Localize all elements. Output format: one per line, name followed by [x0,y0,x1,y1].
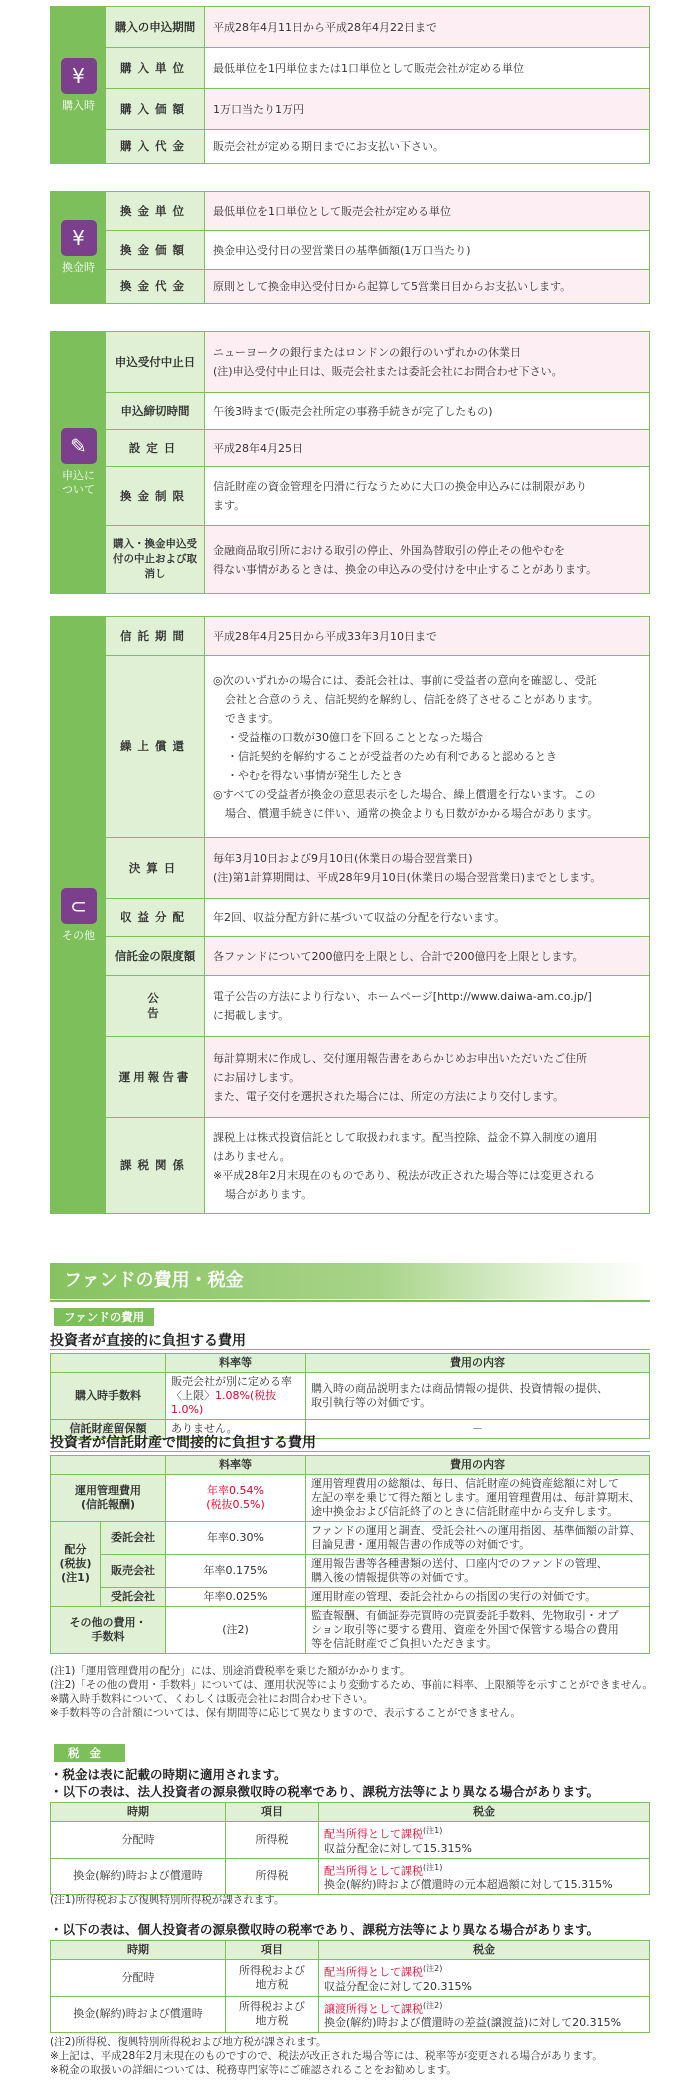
application-label: 申込に ついて [62,469,95,496]
tax-line: 収益分配金に対して20.315% [324,1979,472,1993]
blank-header [51,1456,166,1475]
value-line: 毎計算期末に作成し、交付運用報告書をあらかじめお申出いただいたご住所 [213,1051,587,1065]
content-line: 途中換金および信託終了のときに信託財産中から支弁します。 [311,1505,619,1518]
item-line: 地方税 [255,1977,289,1991]
tax-note-ref: (注1) [423,1862,443,1872]
purchase-row [106,89,649,130]
purchase-label: 購入時 [62,98,95,112]
application-row [106,526,649,593]
tax-tag: 税金 [54,1744,125,1762]
other-fee-label [51,1607,166,1654]
row-key: 換金制限 [106,467,205,525]
redemption-row [106,192,649,231]
value-line: ニューヨークの銀行またはロンドンの銀行のいずれかの休業日 [213,346,521,359]
row-key: 換金価額 [106,231,205,269]
row-key: 換金単位 [106,192,205,230]
redemption-section [50,191,650,304]
corp-tax-note: (注1)所得税および復興特別所得税が課されます。 [50,1894,285,1906]
tax-line [324,1962,644,1980]
row-value [205,976,649,1036]
reserve-rate: ありません。 [166,1420,306,1439]
redemption-label: 換金時 [62,261,95,274]
value-line: 信託財産の資金管理を円滑に行なうために大口の換金申込みには制限があり [213,480,587,493]
purchase-yen-hand-icon: ¥ [61,58,97,94]
value-line: 場合があります。 [225,1187,313,1201]
purchase-row [106,7,649,48]
tax-detail [319,1960,650,1997]
tax-bullet: ・税金は表に記載の時期に適用されます。 [50,1767,287,1782]
other-row [106,1118,649,1213]
row-key: 信託金の限度額 [106,937,205,975]
tax-detail [319,1822,650,1859]
content-line: ション取引等に要する費用、資産を外国で保管する場合の費用 [311,1623,619,1636]
tax-line [324,1999,644,2017]
other-row [106,1037,649,1118]
redemption-yen-hand-icon: ¥ [61,220,97,256]
row-key: 収益分配 [106,899,205,936]
row-key: 決算日 [106,838,205,898]
row-value: 各ファンドについて200億円を上限とし、合計で200億円を上限とします。 [205,937,649,975]
row-value: 平成28年4月11日から平成28年4月22日まで [205,7,649,47]
value-line: (注)第1計算期間は、平成28年9月10日(休業日の場合翌営業日)までとします。 [213,871,602,884]
blank-header [51,1354,166,1373]
content-line: 取引執行等の対価です。 [311,1396,432,1409]
value-line: 得ない事情があるときは、換金の申込みの受付けを中止することがあります。 [213,562,598,576]
purchase-row [106,130,649,163]
table-row [51,1373,650,1420]
tax-item [226,1996,319,2033]
note-line: (注1)「運用管理費用の配分」には、別途消費税率を乗じた額がかかります。 [50,1665,411,1677]
row-key: 申込受付中止日 [106,332,205,392]
redemption-row [106,270,649,303]
row-value: 換金申込受付日の翌営業日の基準価額(1万口当たり) [205,231,649,269]
table-row [51,1960,650,1997]
value-line: 金融商品取引所における取引の停止、外国為替取引の停止その他やむを [213,543,565,557]
table-row [51,1822,650,1859]
value-line: 毎年3月10日および9月10日(休業日の場合翌営業日) [213,852,473,865]
purchase-sidebar [51,7,106,163]
content-header: 費用の内容 [306,1456,650,1475]
content-line: 監査報酬、有価証券売買時の売買委託手数料、先物取引・オプ [311,1609,619,1622]
value-line: (注)申込受付中止日は、販売会社または委託会社にお問合わせ下さい。 [213,365,563,378]
tax-time: 分配時 [51,1960,226,1997]
rate-prefix: 〈上限〉 [171,1389,215,1402]
row-value: 午後3時まで(販売会社所定の事務手続きが完了したもの) [205,393,649,429]
other-section [50,616,650,1214]
value-line: ます。 [213,499,246,512]
tax-item: 所得税 [226,1822,319,1859]
tax-notes [50,2035,660,2077]
label-line: 運用管理費用 [75,1484,141,1497]
tax-note-ref: (注2) [423,1964,443,1973]
table-header-row [51,1941,650,1960]
other-row [106,899,649,937]
mgmt-fee-rate [166,1475,306,1522]
content-line: 等を信託財産でご負担いただきます。 [311,1637,498,1650]
pen-icon: ✎ [61,428,97,464]
row-value [205,656,649,837]
item-header: 項目 [226,1803,319,1822]
alloc-rate: 年率0.025% [166,1588,306,1607]
value-line: ・受益権の口数が30億口を下回ることとなった場合 [227,730,483,744]
tax-line: 換金(解約)時および償還時の元本超過額に対して15.315% [324,1878,613,1892]
fees-title-band: ファンドの費用・税金 [50,1263,650,1299]
reserve-content: － [306,1420,650,1439]
tax-time: 分配時 [51,1822,226,1859]
application-rows [106,332,649,593]
rate-line: 年率0.54% [207,1484,264,1497]
tax-line [324,1824,644,1842]
row-key: 繰上償還 [106,656,205,837]
value-line: ◎次のいずれかの場合には、委託会社は、事前に受益者の意向を確認し、受託 [213,673,597,687]
application-section [50,331,650,594]
value-line: ※平成28年2月末現在のものであり、税法が改正された場合等には変更される [213,1168,596,1182]
row-value [205,467,649,525]
value-line: にお届けします。 [213,1070,301,1084]
content-line: ファンドの運用と調査、受託会社への運用指図、基準価額の計算、 [311,1524,641,1537]
rate-header: 料率等 [166,1354,306,1373]
item-line: 所得税および [239,1963,305,1977]
redemption-row [106,231,649,270]
note-line: ※税金の取扱いの詳細については、税務専門家等にご確認されることをお勧めします。 [50,2064,457,2076]
allocation-label [51,1522,101,1607]
note-line: ※上記は、平成28年2月末現在のものですので、税法が改正された場合等には、税率等が変更される場合があります。 [50,2050,603,2062]
redemption-rows [106,192,649,303]
application-row [106,467,649,526]
note-line: (注2)所得税、復興特別所得税および地方税が課されます。 [50,2036,327,2048]
tax-type: 配当所得として課税 [324,1827,423,1841]
other-label: その他 [62,928,95,942]
row-value: 年2回、収益分配方針に基づいて収益の分配を行ないます。 [205,899,649,936]
row-value: 販売会社が定める期日までにお支払い下さい。 [205,130,649,163]
value-line: に掲載します。 [213,1009,290,1022]
tax-detail [319,1996,650,2033]
label-line: 配分 [64,1543,87,1556]
redemption-sidebar [51,192,106,303]
content-line: 左記の率を乗じて得た額とします。運用管理費用は、毎計算期末、 [311,1491,641,1504]
other-row [106,937,649,976]
fee-notes [50,1664,660,1720]
row-value: 最低単位を1円単位または1口単位として販売会社が定める単位 [205,48,649,88]
tax-time: 換金(解約)時および償還時 [51,1858,226,1895]
other-row [106,656,649,838]
value-line: ・やむを得ない事情が発生したとき [227,768,403,782]
row-value: 1万口当たり1万円 [205,89,649,129]
alloc-content [306,1555,650,1588]
tax-line: 収益分配金に対して15.315% [324,1841,472,1855]
tax-type: 譲渡所得として課税 [324,2002,423,2016]
band-divider [50,1300,650,1302]
content-line: 購入後の情報提供等の対価です。 [311,1571,476,1584]
other-row [106,838,649,899]
label-line: その他の費用・ [69,1616,147,1629]
tax-line [324,1861,644,1879]
table-row [51,1588,650,1607]
row-key: 購入の申込期間 [106,7,205,47]
alloc-rate: 年率0.30% [166,1522,306,1555]
label-line: 手数料 [91,1630,125,1643]
table-row [51,1475,650,1522]
heading-underline [50,1451,650,1452]
row-key: 運用報告書 [106,1037,205,1117]
value-line: 電子公告の方法により行ない、ホームページ[http://www.daiwa-am.co.jp/] [213,990,592,1003]
purchase-section [50,6,650,164]
tax-time: 換金(解約)時および償還時 [51,1996,226,2033]
note-line: ※手数料等の合計額については、保有期間等に応じて異なりますので、表示することができません。 [50,1707,522,1719]
heading-underline [50,1349,650,1350]
alloc-content: 運用財産の管理、委託会社からの指図の実行の対価です。 [306,1588,650,1607]
row-key: 購入価額 [106,89,205,129]
value-line: 課税上は株式投資信託として取扱われます。配当控除、益金不算入制度の適用 [213,1130,598,1144]
tax-note-ref: (注1) [423,1826,443,1835]
tax-type: 配当所得として課税 [324,1864,423,1878]
fund-cost-tag: ファンドの費用 [54,1308,154,1326]
tax-type: 配当所得として課税 [324,1965,423,1979]
value-line: ◎すべての受益者が換金の意思表示をした場合、繰上償還を行ないます。この [213,787,596,801]
reserve-label: 信託財産留保額 [51,1420,166,1439]
row-key: 課税関係 [106,1118,205,1213]
purchase-fee-content [306,1373,650,1420]
content-header: 費用の内容 [306,1354,650,1373]
alloc-who: 販売会社 [101,1555,166,1588]
label-line: (信託報酬) [80,1498,136,1511]
row-value: 原則として換金申込受付日から起算して5営業日目からお支払いします。 [205,270,649,303]
value-line: できます。 [225,711,280,725]
row-value [205,838,649,898]
indirect-cost-heading: 投資者が信託財産で間接的に負担する費用 [50,1435,316,1451]
value-line: また、電子交付を選択された場合には、所定の方法により交付します。 [213,1089,565,1103]
tax-note-ref: (注2) [423,2000,443,2010]
purchase-rows [106,7,649,163]
table-row [51,1996,650,2033]
tax-bullet: ・以下の表は、法人投資者の源泉徴収時の税率であり、課税方法等により異なる場合があります。 [50,1784,600,1799]
row-value: 平成28年4月25日 [205,430,649,466]
indirect-cost-table [50,1455,650,1654]
application-row [106,332,649,393]
purchase-fee-label: 購入時手数料 [51,1373,166,1420]
other-rows [106,617,649,1213]
tax-line: 換金(解約)時および償還時の差益(譲渡益)に対して20.315% [324,2016,622,2030]
rate-line: (税抜0.5%) [206,1498,265,1511]
alloc-who: 委託会社 [101,1522,166,1555]
table-header-row [51,1354,650,1373]
alloc-who: 受託会社 [101,1588,166,1607]
row-value: 最低単位を1口単位として販売会社が定める単位 [205,192,649,230]
content-line: 運用報告書等各種書類の送付、口座内でのファンドの管理、 [311,1557,608,1570]
label-line: (注1) [61,1571,90,1584]
time-header: 時期 [51,1941,226,1960]
note-line: (注2)「その他の費用・手数料」については、運用状況等により変動するため、事前に料率、上限額等を示すことができません。 [50,1679,653,1691]
rate-line [171,1389,300,1417]
individual-tax-table [50,1940,650,2033]
alloc-content [306,1522,650,1555]
table-row [51,1522,650,1555]
tax-item [226,1960,319,1997]
note-line: ※購入時手数料について、くわしくは販売会社にお問合わせ下さい。 [50,1693,374,1705]
other-row [106,976,649,1037]
table-row [51,1858,650,1895]
other-fee-content [306,1607,650,1654]
row-key: 換金代金 [106,270,205,303]
tax-header: 税金 [319,1941,650,1960]
tax-item: 所得税 [226,1858,319,1895]
direct-cost-table [50,1353,650,1439]
row-key: 申込締切時間 [106,393,205,429]
value-line: 場合、償還手続きに伴い、通常の換金よりも日数がかかる場合があります。 [225,806,599,820]
rate-highlight: 1.08%(税抜1.0%) [171,1389,277,1416]
value-line: はありません。 [213,1149,291,1163]
table-header-row [51,1803,650,1822]
row-value [205,1118,649,1213]
table-header-row [51,1456,650,1475]
item-line: 地方税 [255,2014,289,2028]
rate-header: 料率等 [166,1456,306,1475]
row-value [205,526,649,593]
table-row [51,1555,650,1588]
paperclip-icon: ⊂ [61,888,97,924]
value-line: ・信託契約を解約することが受益者のため有利であると認めるとき [227,749,557,763]
row-key: 購入単位 [106,48,205,88]
row-value: 平成28年4月25日から平成33年3月10日まで [205,617,649,655]
content-line: 目論見書・運用報告書の作成等の対価です。 [311,1538,531,1551]
item-header: 項目 [226,1941,319,1960]
purchase-fee-rate [166,1373,306,1420]
corporate-tax-table [50,1802,650,1895]
row-key: 公告 [106,976,205,1036]
content-line: 購入時の商品説明または商品情報の提供、投資情報の提供、 [311,1382,608,1395]
rate-line: 販売会社が別に定める率 [171,1375,292,1388]
tax-header: 税金 [319,1803,650,1822]
row-key: 設定日 [106,430,205,466]
application-sidebar [51,332,106,593]
label-line: (税抜) [59,1557,92,1570]
item-line: 所得税および [239,2000,305,2014]
value-line: 会社と合意のうえ、信託契約を解約し、信託を終了させることがあります。 [225,692,599,706]
row-key: 購入代金 [106,130,205,163]
application-row [106,430,649,467]
row-key: 信託期間 [106,617,205,655]
purchase-row [106,48,649,89]
row-value [205,1037,649,1117]
alloc-rate: 年率0.175% [166,1555,306,1588]
row-key: 購入・換金申込受付の中止および取消し [106,526,205,593]
tax-detail [319,1858,650,1895]
table-row [51,1607,650,1654]
application-row [106,393,649,430]
time-header: 時期 [51,1803,226,1822]
direct-cost-heading: 投資者が直接的に負担する費用 [50,1333,246,1349]
content-line: 運用管理費用の総額は、毎日、信託財産の純資産総額に対して [311,1477,619,1490]
row-value [205,332,649,392]
other-sidebar [51,617,106,1213]
mgmt-fee-content [306,1475,650,1522]
tax-bullet: ・以下の表は、個人投資者の源泉徴収時の税率であり、課税方法等により異なる場合があります。 [50,1922,600,1937]
other-row [106,617,649,656]
other-fee-rate: (注2) [166,1607,306,1654]
mgmt-fee-label [51,1475,166,1522]
